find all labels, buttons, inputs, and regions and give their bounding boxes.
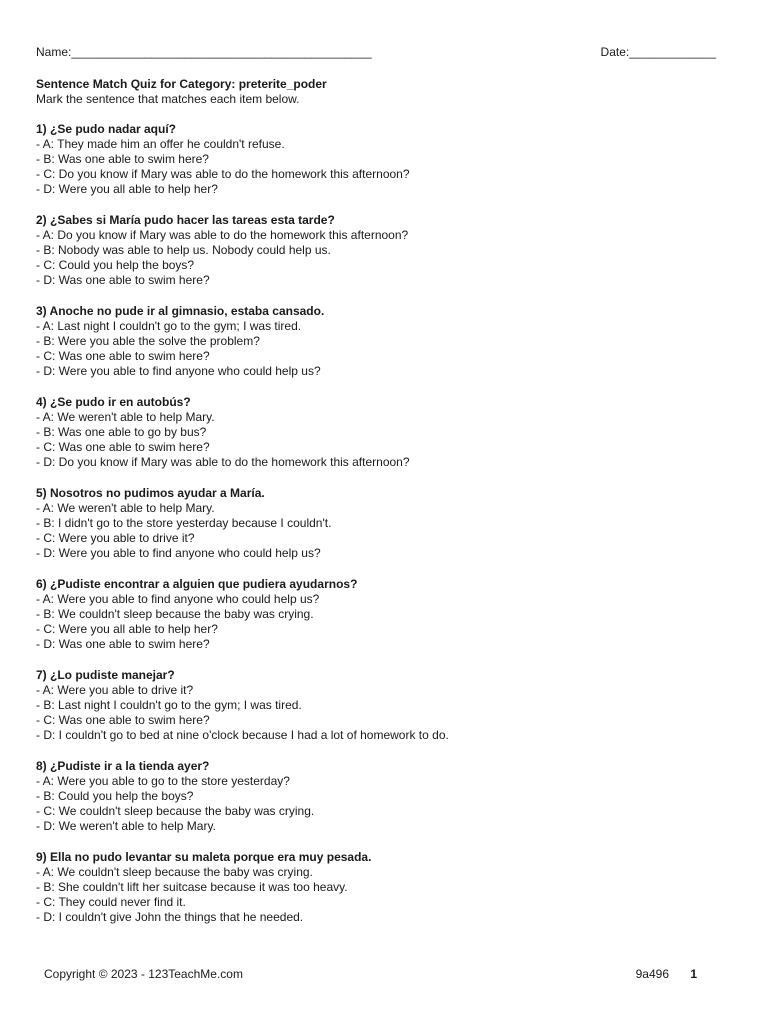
quiz-instructions: Mark the sentence that matches each item below. <box>36 92 300 106</box>
option-b: - B: We couldn't sleep because the baby was crying. <box>36 607 314 621</box>
option-a: - A: Do you know if Mary was able to do the homework this afternoon? <box>36 228 409 242</box>
quiz-title: Sentence Match Quiz for Category: preterite_poder <box>36 77 327 91</box>
option-b: - B: Nobody was able to help us. Nobody could help us. <box>36 243 331 257</box>
question-7 <box>36 668 736 743</box>
question-prompt: 2) ¿Sabes si María pudo hacer las tareas esta tarde? <box>36 213 335 227</box>
question-2 <box>36 213 736 288</box>
option-d: - D: I couldn't give John the things that he needed. <box>36 910 304 924</box>
option-d: - D: Was one able to swim here? <box>36 637 210 651</box>
title-block <box>36 77 327 107</box>
question-8 <box>36 759 736 834</box>
question-prompt: 9) Ella no pudo levantar su maleta porque era muy pesada. <box>36 850 372 864</box>
option-c: - C: Was one able to swim here? <box>36 349 210 363</box>
option-b: - B: Last night I couldn't go to the gym; I was tired. <box>36 698 302 712</box>
option-a: - A: Were you able to find anyone who could help us? <box>36 592 320 606</box>
option-d: - D: Do you know if Mary was able to do the homework this afternoon? <box>36 455 410 469</box>
option-c: - C: Could you help the boys? <box>36 258 195 272</box>
worksheet-header <box>36 45 716 61</box>
date-field: Date:_____________ <box>600 45 716 59</box>
question-3 <box>36 304 736 379</box>
option-b: - B: She couldn't lift her suitcase because it was too heavy. <box>36 880 348 894</box>
question-prompt: 4) ¿Se pudo ir en autobús? <box>36 395 191 409</box>
option-b: - B: I didn't go to the store yesterday because I couldn't. <box>36 516 332 530</box>
option-c: - C: Was one able to swim here? <box>36 440 210 454</box>
worksheet-code: 9a496 <box>635 967 669 981</box>
page-footer <box>44 967 697 983</box>
question-prompt: 5) Nosotros no pudimos ayudar a María. <box>36 486 265 500</box>
question-prompt: 6) ¿Pudiste encontrar a alguien que pudiera ayudarnos? <box>36 577 358 591</box>
option-c: - C: Were you all able to help her? <box>36 622 218 636</box>
option-c: - C: We couldn't sleep because the baby was crying. <box>36 804 315 818</box>
name-field: Name:_____________________________________________ <box>36 45 372 59</box>
option-b: - B: Was one able to swim here? <box>36 152 209 166</box>
option-c: - C: They could never find it. <box>36 895 186 909</box>
option-a: - A: We couldn't sleep because the baby was crying. <box>36 865 313 879</box>
question-1 <box>36 122 736 197</box>
question-prompt: 1) ¿Se pudo nadar aquí? <box>36 122 177 136</box>
question-5 <box>36 486 736 561</box>
question-prompt: 7) ¿Lo pudiste manejar? <box>36 668 175 682</box>
question-4 <box>36 395 736 470</box>
option-b: - B: Were you able the solve the problem? <box>36 334 260 348</box>
option-d: - D: I couldn't go to bed at nine o'clock because I had a lot of homework to do. <box>36 728 449 742</box>
option-c: - C: Were you able to drive it? <box>36 531 195 545</box>
option-d: - D: Was one able to swim here? <box>36 273 210 287</box>
option-d: - D: Were you able to find anyone who could help us? <box>36 364 321 378</box>
option-a: - A: We weren't able to help Mary. <box>36 501 215 515</box>
option-a: - A: We weren't able to help Mary. <box>36 410 215 424</box>
page-number: 1 <box>690 967 697 981</box>
option-c: - C: Do you know if Mary was able to do the homework this afternoon? <box>36 167 410 181</box>
option-a: - A: Were you able to go to the store yesterday? <box>36 774 290 788</box>
option-a: - A: Last night I couldn't go to the gym; I was tired. <box>36 319 302 333</box>
option-d: - D: We weren't able to help Mary. <box>36 819 216 833</box>
option-b: - B: Was one able to go by bus? <box>36 425 207 439</box>
question-6 <box>36 577 736 652</box>
option-d: - D: Were you able to find anyone who could help us? <box>36 546 321 560</box>
option-a: - A: Were you able to drive it? <box>36 683 194 697</box>
option-c: - C: Was one able to swim here? <box>36 713 210 727</box>
question-9 <box>36 850 736 925</box>
option-d: - D: Were you all able to help her? <box>36 182 218 196</box>
option-a: - A: They made him an offer he couldn't refuse. <box>36 137 285 151</box>
question-list <box>36 122 736 941</box>
option-b: - B: Could you help the boys? <box>36 789 194 803</box>
copyright-notice: Copyright © 2023 - 123TeachMe.com <box>44 967 243 981</box>
question-prompt: 3) Anoche no pude ir al gimnasio, estaba cansado. <box>36 304 325 318</box>
question-prompt: 8) ¿Pudiste ir a la tienda ayer? <box>36 759 210 773</box>
